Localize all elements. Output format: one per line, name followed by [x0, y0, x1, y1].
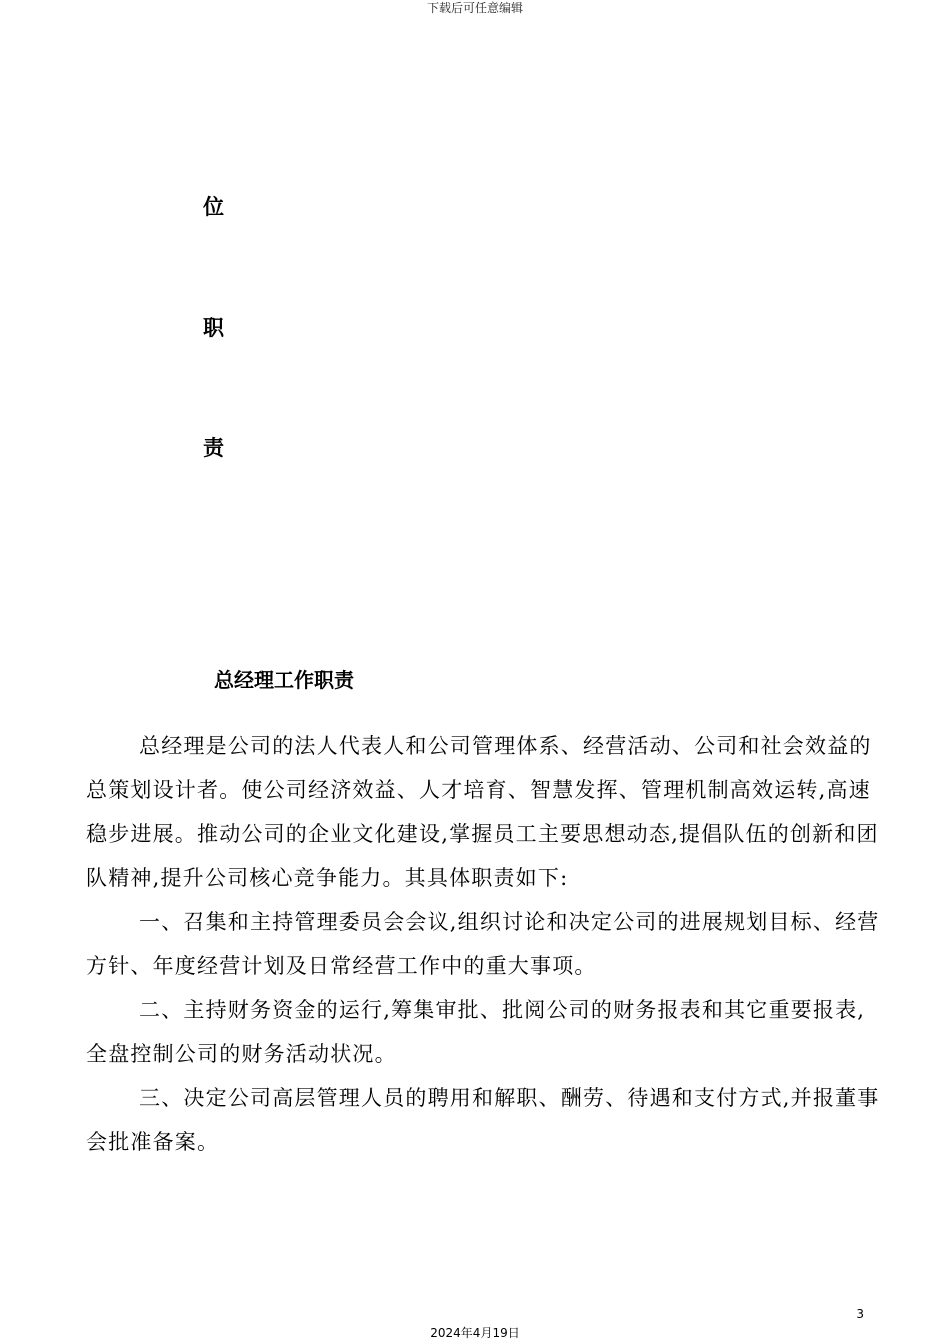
page-number: 3: [856, 1307, 864, 1321]
vertical-title-char: 职: [203, 316, 224, 340]
paragraph-intro: 总经理是公司的法人代表人和公司管理体系、经营活动、公司和社会效益的总策划设计者。使公司经济效益、人才培育、智慧发挥、管理机制高效运转,高速稳步进展。推动公司的企业文化建设,掌握员工主要思想动态,提倡队伍的创新和团队精神,提升公司核心竞争能力。其具体职责如下:: [86, 734, 879, 890]
body-text: [86, 724, 886, 1164]
vertical-title-char: 位: [203, 195, 224, 219]
section-title: 总经理工作职责: [214, 668, 354, 692]
paragraph-duty-2: 二、主持财务资金的运行,筹集审批、批阅公司的财务报表和其它重要报表,全盘控制公司的财务活动状况。: [86, 998, 866, 1066]
header-note: 下载后可任意编辑: [426, 1, 523, 15]
footer-date: 2024年4月19日: [430, 1326, 520, 1340]
paragraph-duty-3: 三、决定公司高层管理人员的聘用和解职、酬劳、待遇和支付方式,并报董事会批准备案。: [86, 1086, 880, 1154]
vertical-title-char: 责: [203, 436, 224, 460]
paragraph-duty-1: 一、召集和主持管理委员会会议,组织讨论和决定公司的进展规划目标、经营方针、年度经营计划及日常经营工作中的重大事项。: [86, 910, 880, 978]
